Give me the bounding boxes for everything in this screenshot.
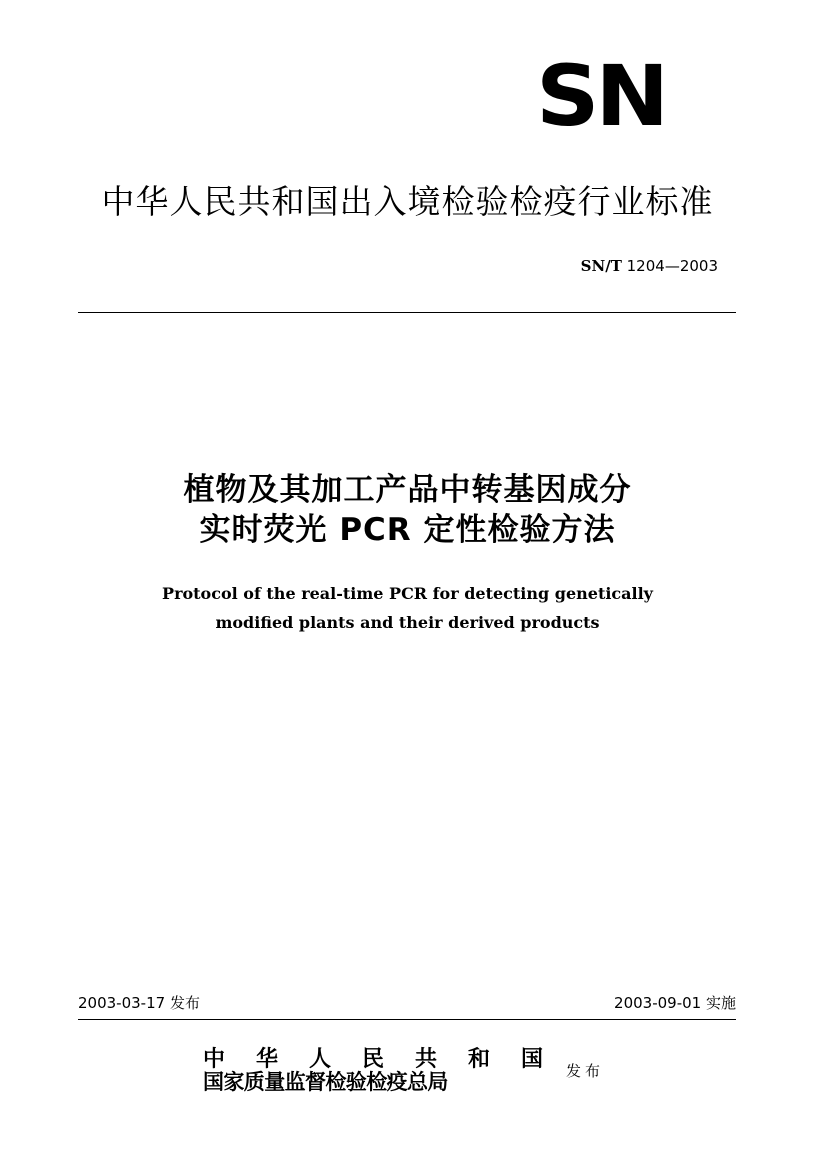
issuer-block — [203, 1048, 548, 1094]
implementation-date: 2003-09-01 实施 — [614, 994, 736, 1012]
title-en-line1: Protocol of the real-time PCR for detecting genetically — [162, 584, 653, 603]
issue-date: 2003-03-17 发布 — [78, 994, 200, 1012]
title-en-line2: modified plants and their derived products — [215, 613, 600, 632]
issue-label: 发布 — [566, 1062, 605, 1080]
org-title: 中华人民共和国出入境检验检疫行业标准 — [101, 182, 714, 221]
issuer-country: 中 华 人 民 共 和 国 — [203, 1046, 543, 1072]
standard-prefix: SN/T — [580, 257, 622, 275]
top-divider — [78, 312, 736, 313]
bottom-divider — [78, 1019, 736, 1020]
standard-code: 1204—2003 — [626, 257, 718, 275]
issuer-agency: 国家质量监督检验检疫总局 — [203, 1069, 448, 1094]
title-cn-line2: 实时荧光 PCR 定性检验方法 — [199, 512, 616, 548]
sn-logo: SN — [536, 47, 665, 145]
standard-number — [581, 256, 718, 276]
title-cn-line1: 植物及其加工产品中转基因成分 — [183, 472, 632, 508]
